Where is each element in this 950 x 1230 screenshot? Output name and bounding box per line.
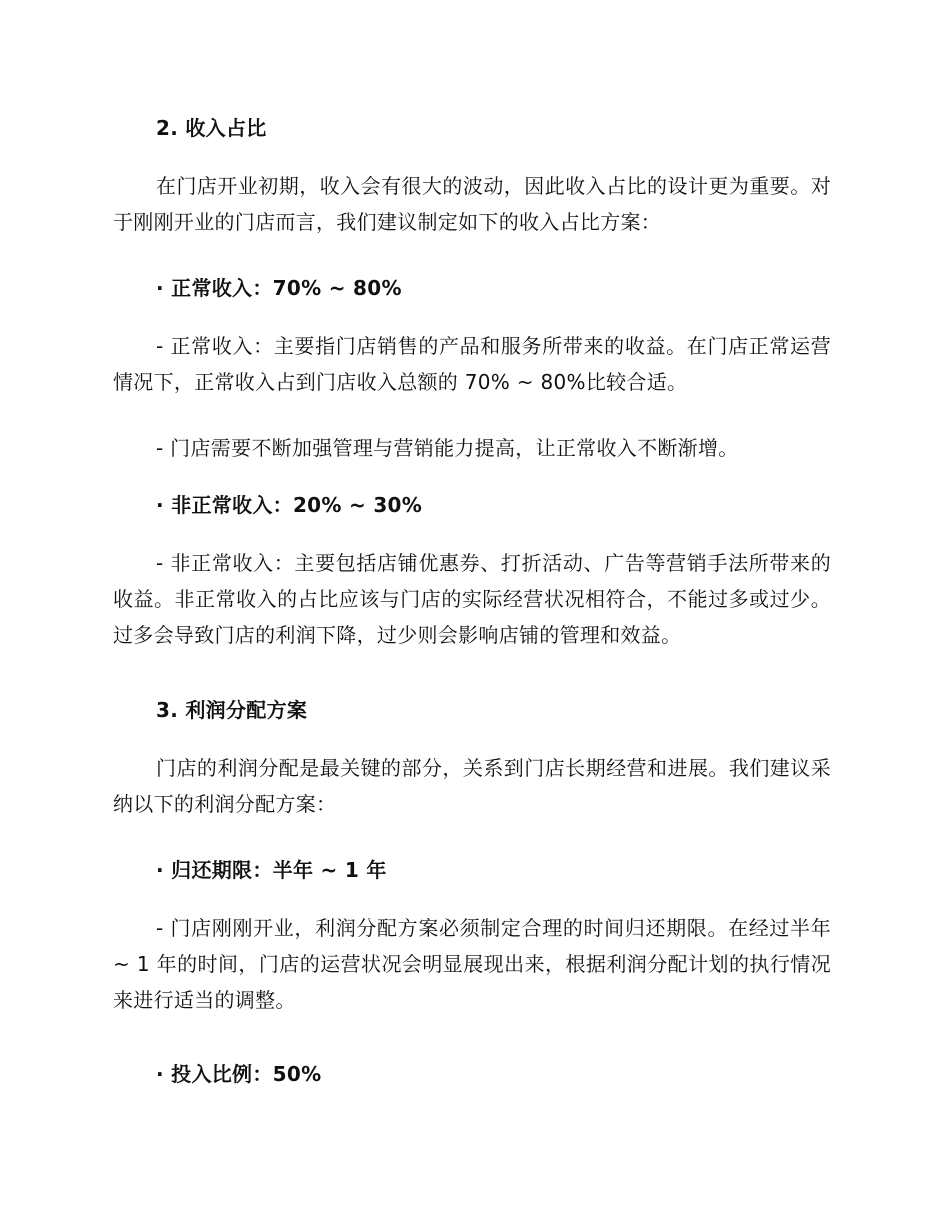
bullet-heading-abnormal-income: · 非正常收入：20% ~ 30% [156, 493, 423, 517]
section-heading-income-ratio: 2. 收入占比 [156, 116, 267, 140]
paragraph-profit-distribution-intro: 门店的利润分配是最关键的部分，关系到门店长期经营和进展。我们建议采纳以下的利润分配方案： [113, 756, 831, 816]
paragraph-repayment-period-detail: - 门店刚刚开业，利润分配方案必须制定合理的时间归还期限。在经过半年 ~ 1 年的时间，门店的运营状况会明显展现出来，根据利润分配计划的执行情况来进行适当的调整。 [113, 916, 831, 1012]
bullet-heading-investment-ratio: · 投入比例：50% [156, 1062, 322, 1086]
section-heading-profit-distribution: 3. 利润分配方案 [156, 698, 308, 722]
paragraph-abnormal-income-definition: - 非正常收入：主要包括店铺优惠券、打折活动、广告等营销手法所带来的收益。非正常收入的占比应该与门店的实际经营状况相符合，不能过多或过少。过多会导致门店的利润下降，过少则会影响店铺的管理和效益。 [113, 551, 831, 647]
paragraph-normal-income-definition: - 正常收入：主要指门店销售的产品和服务所带来的收益。在门店正常运营情况下，正常收入占到门店收入总额的 70% ~ 80%比较合适。 [113, 334, 831, 394]
bullet-heading-normal-income: · 正常收入：70% ~ 80% [156, 276, 402, 300]
paragraph-normal-income-growth: - 门店需要不断加强管理与营销能力提高，让正常收入不断渐增。 [156, 436, 739, 460]
bullet-heading-repayment-period: · 归还期限：半年 ~ 1 年 [156, 858, 387, 882]
paragraph-income-ratio-intro: 在门店开业初期，收入会有很大的波动，因此收入占比的设计更为重要。对于刚刚开业的门店而言，我们建议制定如下的收入占比方案： [113, 174, 831, 234]
